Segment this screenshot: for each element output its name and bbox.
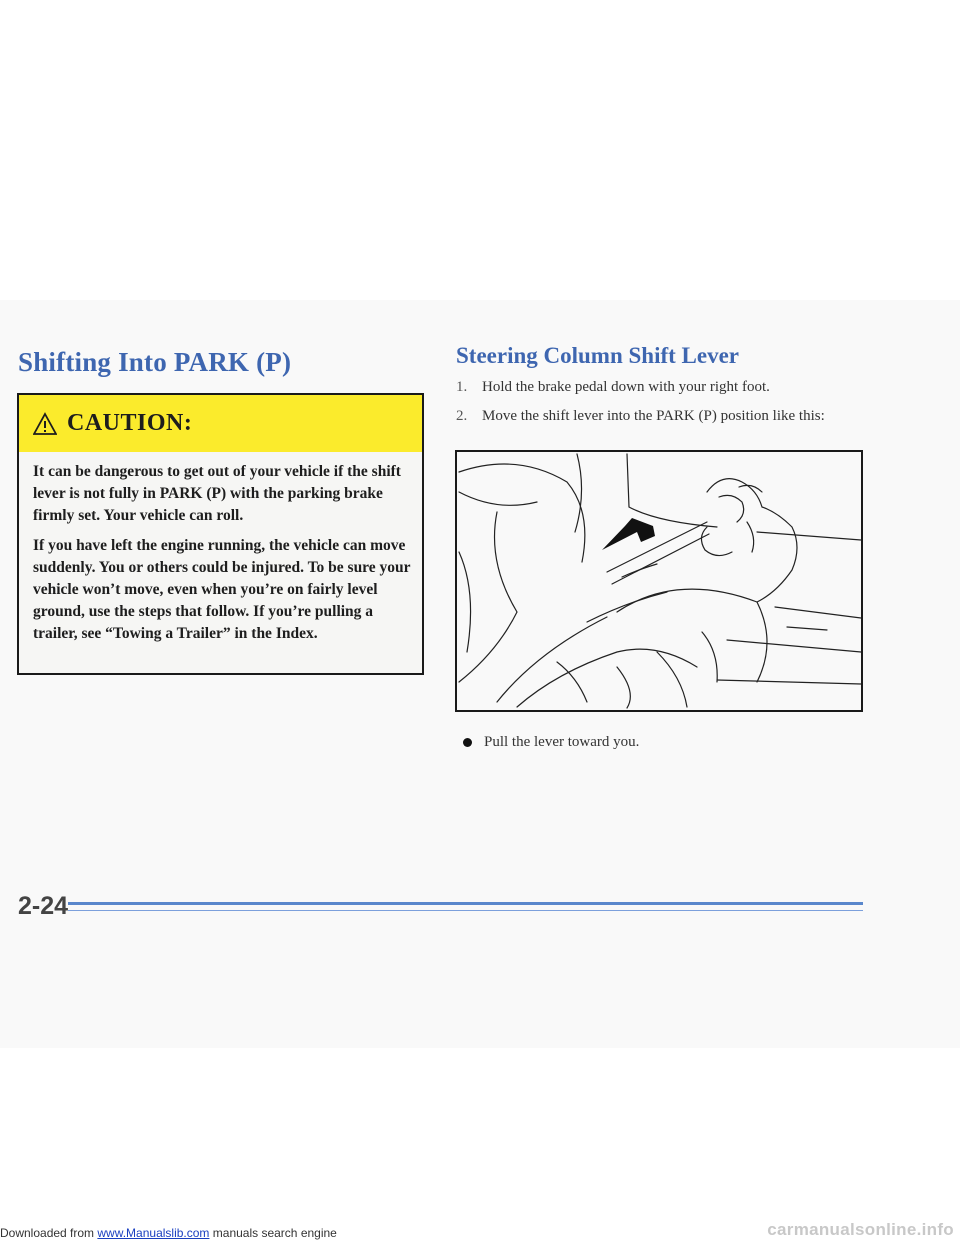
bullet-item <box>463 734 639 751</box>
caution-paragraph-2: If you have left the engine running, the vehicle can move suddenly. You or others could be injured. To be sure your vehicle won’t move, even when you’re on fairly level ground, use the steps that follow. If you’re pulling a trailer, see “Towing a Trailer” in the Index. <box>33 537 411 642</box>
download-suffix: manuals search engine <box>209 1226 337 1240</box>
shift-lever-illustration <box>455 450 863 712</box>
section-title-steering-column-shift-lever: Steering Column Shift Lever <box>456 343 740 368</box>
section-title-shifting-into-park: Shifting Into PARK (P) <box>18 347 292 377</box>
caution-paragraph-1: It can be dangerous to get out of your vehicle if the shift lever is not fully in PARK (P) with the parking brake firmly set. Your vehicle can roll. <box>33 463 401 524</box>
step-2 <box>456 408 825 425</box>
hand-on-shift-lever-drawing <box>457 452 861 710</box>
direction-arrow-icon <box>602 518 655 550</box>
caution-label: CAUTION: <box>67 410 193 436</box>
bullet-dot-icon <box>463 738 472 747</box>
download-source-note <box>0 1226 337 1240</box>
warning-triangle-icon <box>33 412 57 436</box>
footer-rule-thin <box>68 910 863 911</box>
step-text: Hold the brake pedal down with your right foot. <box>482 379 770 395</box>
watermark: carmanualsonline.info <box>767 1220 954 1239</box>
caution-box <box>17 393 424 675</box>
step-text: Move the shift lever into the PARK (P) position like this: <box>482 408 825 424</box>
caution-text <box>33 461 413 653</box>
page-number: 2-24 <box>18 892 69 920</box>
manualslib-link[interactable]: www.Manualslib.com <box>97 1226 210 1240</box>
step-number: 2. <box>456 408 468 424</box>
bullet-text: Pull the lever toward you. <box>484 734 640 750</box>
caution-header <box>19 395 422 452</box>
download-prefix: Downloaded from <box>0 1226 98 1240</box>
step-number: 1. <box>456 379 468 395</box>
footer-rule <box>68 902 863 905</box>
step-1 <box>456 379 770 396</box>
